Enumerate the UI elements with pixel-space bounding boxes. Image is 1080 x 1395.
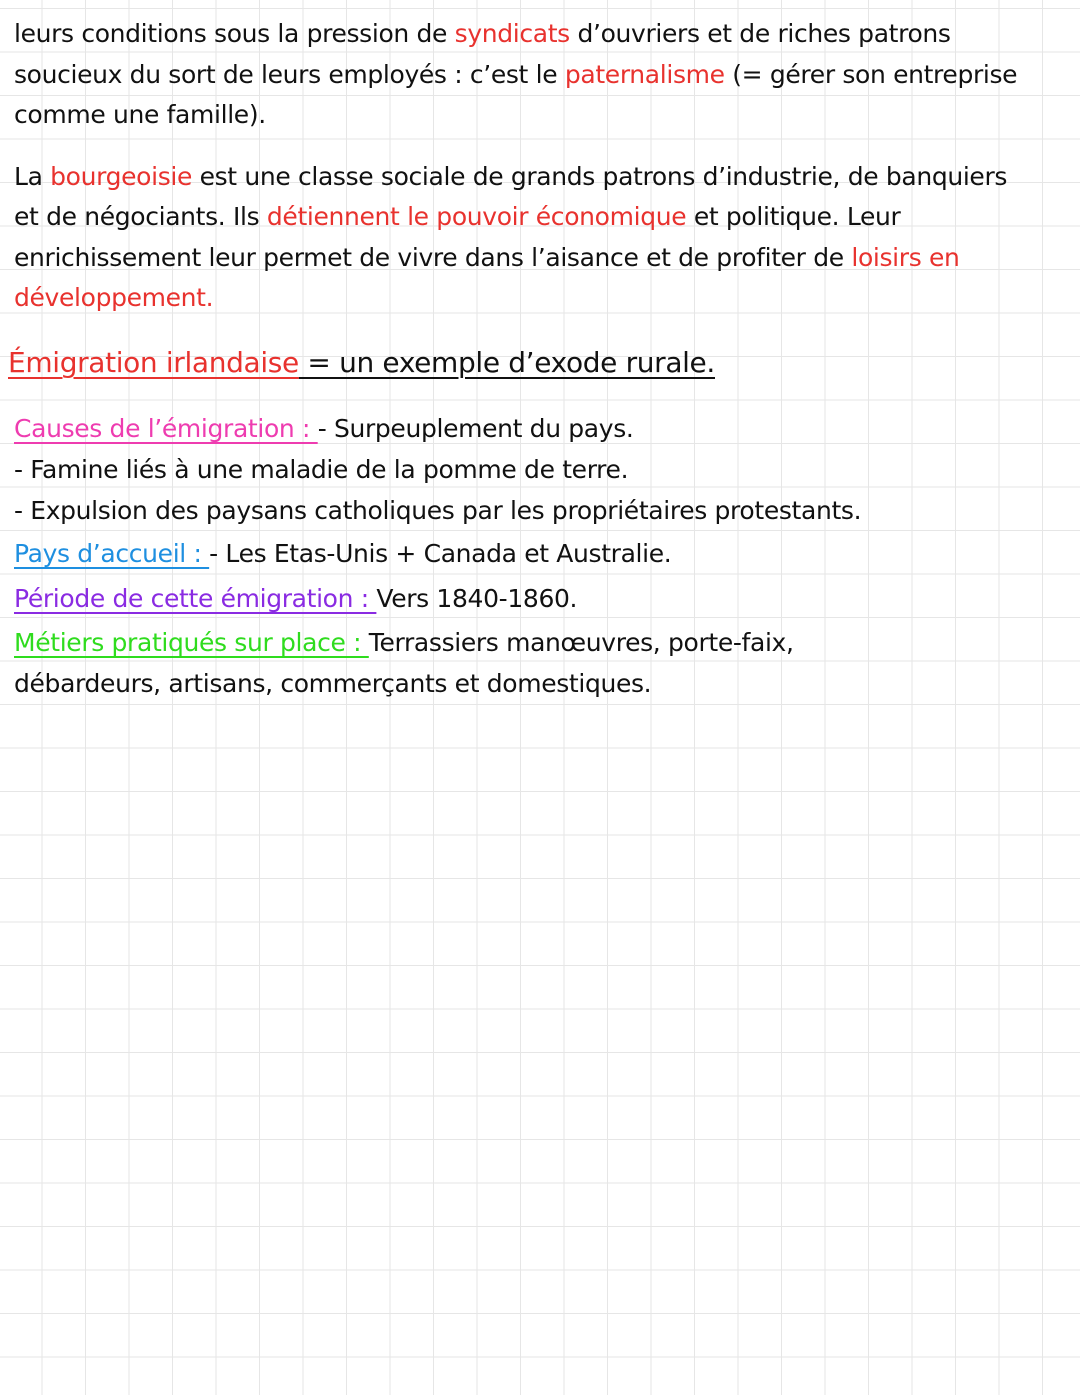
- term-pouvoir-economique: détiennent le pouvoir économique: [266, 202, 687, 231]
- periode-value: Vers 1840-1860.: [376, 584, 578, 613]
- para2-text: enrichissement leur permet de vivre dans l’aisance et de profiter de: [14, 243, 852, 272]
- cause-item: - Surpeuplement du pays.: [317, 414, 634, 443]
- para2-text: et de négociants. Ils: [14, 202, 267, 231]
- para1-line3: [14, 98, 266, 132]
- pays-line: [14, 537, 671, 571]
- causes-line2: [14, 453, 628, 487]
- cause-item: - Expulsion des paysans catholiques par les propriétaires protestants.: [14, 496, 862, 525]
- term-bourgeoisie: bourgeoisie: [50, 162, 192, 191]
- para1-text: soucieux du sort de leurs employés : c’est le: [14, 60, 565, 89]
- term-paternalisme: paternalisme: [564, 60, 725, 89]
- pays-value: - Les Etas-Unis + Canada et Australie.: [209, 539, 672, 568]
- para1-text: d’ouvriers et de riches patrons: [569, 19, 951, 48]
- metiers-label: Métiers pratiqués sur place :: [14, 628, 369, 657]
- para2-text: La: [14, 162, 51, 191]
- metiers-value: Terrassiers manœuvres, porte-faix,: [368, 628, 794, 657]
- heading-subtitle: = un exemple d’exode rurale.: [298, 346, 715, 379]
- metiers-value: débardeurs, artisans, commerçants et domestiques.: [14, 669, 652, 698]
- term-loisirs: loisirs en: [851, 243, 960, 272]
- metiers-line: [14, 626, 794, 660]
- term-syndicats: syndicats: [454, 19, 570, 48]
- causes-label: Causes de l’émigration :: [14, 414, 318, 443]
- para2-line2: [14, 200, 900, 234]
- periode-line: [14, 582, 577, 616]
- causes-line: [14, 412, 634, 446]
- term-developpement: développement.: [14, 283, 214, 312]
- para2-line3: [14, 241, 960, 275]
- pays-label: Pays d’accueil :: [14, 539, 210, 568]
- metiers-line2: [14, 667, 651, 701]
- para1-line2: [14, 58, 1017, 92]
- section-heading: [8, 346, 715, 380]
- para1-text: comme une famille).: [14, 100, 266, 129]
- para2-line1: [14, 160, 1007, 194]
- para1-text: leurs conditions sous la pression de: [14, 19, 455, 48]
- heading-emigration-irlandaise: Émigration irlandaise: [8, 346, 299, 379]
- causes-line3: [14, 494, 861, 528]
- cause-item: - Famine liés à une maladie de la pomme de terre.: [14, 455, 629, 484]
- para1-line1: [14, 17, 951, 51]
- para1-text: (= gérer son entreprise: [724, 60, 1018, 89]
- para2-text: est une classe sociale de grands patrons d’industrie, de banquiers: [192, 162, 1008, 191]
- periode-label: Période de cette émigration :: [14, 584, 377, 613]
- para2-text: et politique. Leur: [686, 202, 901, 231]
- para2-line4: [14, 281, 213, 315]
